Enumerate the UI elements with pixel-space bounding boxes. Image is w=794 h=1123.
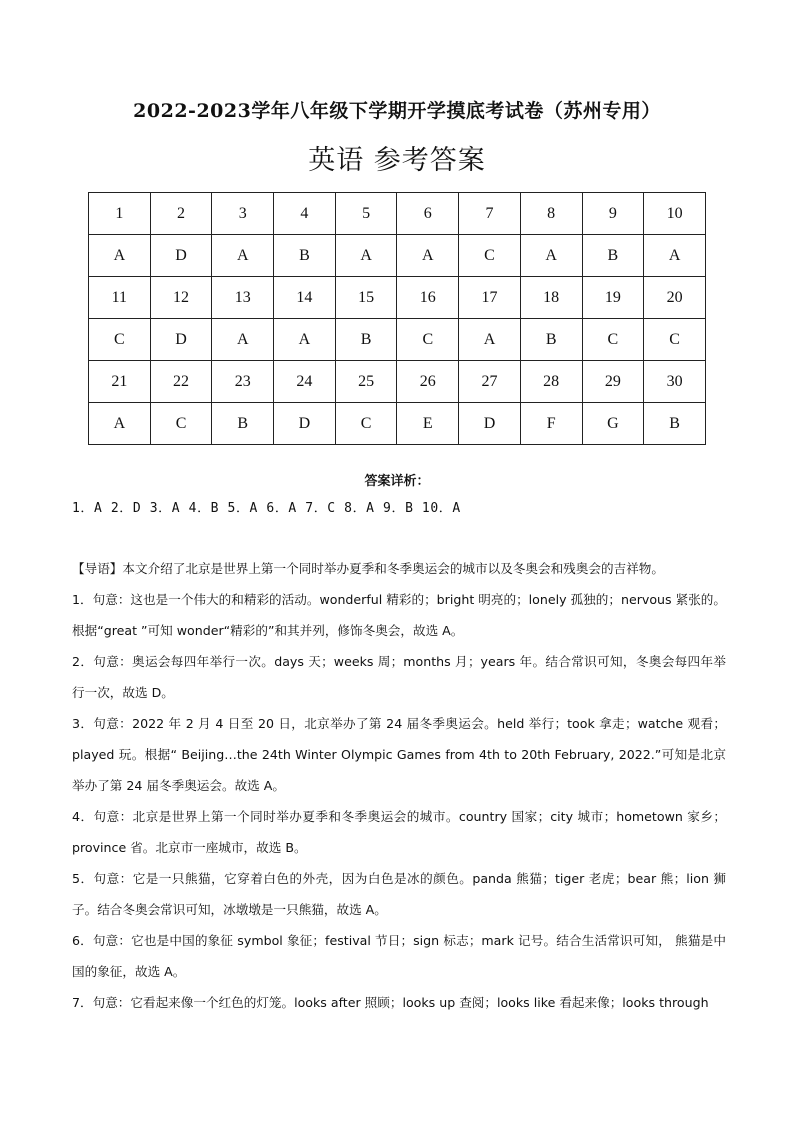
question-number-cell: 23 <box>212 361 274 403</box>
question-number-cell: 27 <box>459 361 521 403</box>
question-number-cell: 19 <box>582 277 644 319</box>
answer-cell: A <box>459 319 521 361</box>
question-number-cell: 10 <box>644 193 706 235</box>
answer-cell: A <box>335 235 397 277</box>
answer-cell: B <box>335 319 397 361</box>
question-number-cell: 2 <box>150 193 212 235</box>
question-number-cell: 20 <box>644 277 706 319</box>
answer-cell: B <box>274 235 336 277</box>
question-number-row <box>89 277 706 319</box>
question-number-cell: 17 <box>459 277 521 319</box>
explanation-paragraph: 1．句意：这也是一个伟大的和精彩的活动。wonderful 精彩的；bright 明亮的；lonely 孤独的；nervous 紧张的。根据“great ”可知 wonder“精彩的”和其并列，修饰冬奥会，故选 A。 <box>72 592 726 638</box>
question-number-cell: 4 <box>274 193 336 235</box>
explanation-body <box>72 553 726 1018</box>
question-number-cell: 3 <box>212 193 274 235</box>
answer-cell: D <box>459 403 521 445</box>
details-heading: 答案详析： <box>364 474 430 489</box>
question-number-cell: 29 <box>582 361 644 403</box>
answer-cell: G <box>582 403 644 445</box>
question-number-cell: 25 <box>335 361 397 403</box>
question-number-cell: 12 <box>150 277 212 319</box>
question-number-cell: 1 <box>89 193 151 235</box>
answer-cell: A <box>212 319 274 361</box>
answer-cell: D <box>150 235 212 277</box>
question-number-cell: 16 <box>397 277 459 319</box>
question-number-cell: 11 <box>89 277 151 319</box>
answer-cell: A <box>89 403 151 445</box>
answer-cell: A <box>274 319 336 361</box>
question-number-cell: 6 <box>397 193 459 235</box>
question-number-cell: 8 <box>520 193 582 235</box>
answer-cell: C <box>150 403 212 445</box>
answer-cell: C <box>459 235 521 277</box>
answer-cell: C <box>644 319 706 361</box>
question-number-cell: 24 <box>274 361 336 403</box>
explanation-paragraph: 7．句意：它看起来像一个红色的灯笼。looks after 照顾；looks up 查阅；looks like 看起来像；looks through <box>72 995 709 1010</box>
answer-row <box>89 235 706 277</box>
page-subtitle: 英语 参考答案 <box>308 145 486 176</box>
answer-row <box>89 319 706 361</box>
answer-cell: C <box>582 319 644 361</box>
answer-cell: A <box>644 235 706 277</box>
answer-cell: C <box>335 403 397 445</box>
answer-cell: B <box>582 235 644 277</box>
answer-cell: B <box>520 319 582 361</box>
question-number-cell: 22 <box>150 361 212 403</box>
question-number-cell: 9 <box>582 193 644 235</box>
answer-cell: A <box>89 235 151 277</box>
exam-title: 2022-2023学年八年级下学期开学摸底考试卷（苏州专用） <box>133 100 661 122</box>
question-number-row <box>89 193 706 235</box>
answer-row <box>89 403 706 445</box>
question-number-cell: 21 <box>89 361 151 403</box>
explanation-paragraph: 2．句意：奥运会每四年举行一次。days 天；weeks 周；months 月；years 年。结合常识可知，冬奥会每四年举行一次，故选 D。 <box>72 654 726 700</box>
question-number-row <box>89 361 706 403</box>
answer-cell: F <box>520 403 582 445</box>
answer-table <box>88 192 706 445</box>
answer-summary: 1．A 2．D 3．A 4．B 5．A 6．A 7．C 8．A 9．B 10．A <box>72 501 461 516</box>
question-number-cell: 7 <box>459 193 521 235</box>
question-number-cell: 5 <box>335 193 397 235</box>
question-number-cell: 14 <box>274 277 336 319</box>
answer-cell: A <box>397 235 459 277</box>
answer-cell: C <box>397 319 459 361</box>
question-number-cell: 13 <box>212 277 274 319</box>
question-number-cell: 18 <box>520 277 582 319</box>
answer-cell: B <box>644 403 706 445</box>
question-number-cell: 30 <box>644 361 706 403</box>
answer-cell: B <box>212 403 274 445</box>
answer-cell: A <box>212 235 274 277</box>
answer-cell: C <box>89 319 151 361</box>
question-number-cell: 26 <box>397 361 459 403</box>
explanation-paragraph: 6．句意：它也是中国的象征 symbol 象征；festival 节日；sign 标志；mark 记号。结合生活常识可知， 熊猫是中国的象征，故选 A。 <box>72 933 726 979</box>
intro-paragraph: 【导语】本文介绍了北京是世界上第一个同时举办夏季和冬季奥运会的城市以及冬奥会和残奥会的吉祥物。 <box>72 561 664 576</box>
answer-cell: E <box>397 403 459 445</box>
explanation-paragraph: 3．句意：2022 年 2 月 4 日至 20 日，北京举办了第 24 届冬季奥运会。held 举行；took 拿走；watche 观看；played 玩。根据“ Beijing…the 24th Winter Olympic Games from 4th to 20th February, 2022.”可知是北京举办了第 24 届冬季奥运会。故选 A。 <box>72 716 726 793</box>
question-number-cell: 15 <box>335 277 397 319</box>
explanation-paragraph: 5．句意：它是一只熊猫，它穿着白色的外壳，因为白色是冰的颜色。panda 熊猫；tiger 老虎；bear 熊；lion 狮子。结合冬奥会常识可知，冰墩墩是一只熊猫，故选 A。 <box>72 871 726 917</box>
answer-cell: D <box>150 319 212 361</box>
question-number-cell: 28 <box>520 361 582 403</box>
answer-cell: A <box>520 235 582 277</box>
explanation-paragraph: 4．句意：北京是世界上第一个同时举办夏季和冬季奥运会的城市。country 国家；city 城市；hometown 家乡；province 省。北京市一座城市，故选 B。 <box>72 809 726 855</box>
answer-cell: D <box>274 403 336 445</box>
